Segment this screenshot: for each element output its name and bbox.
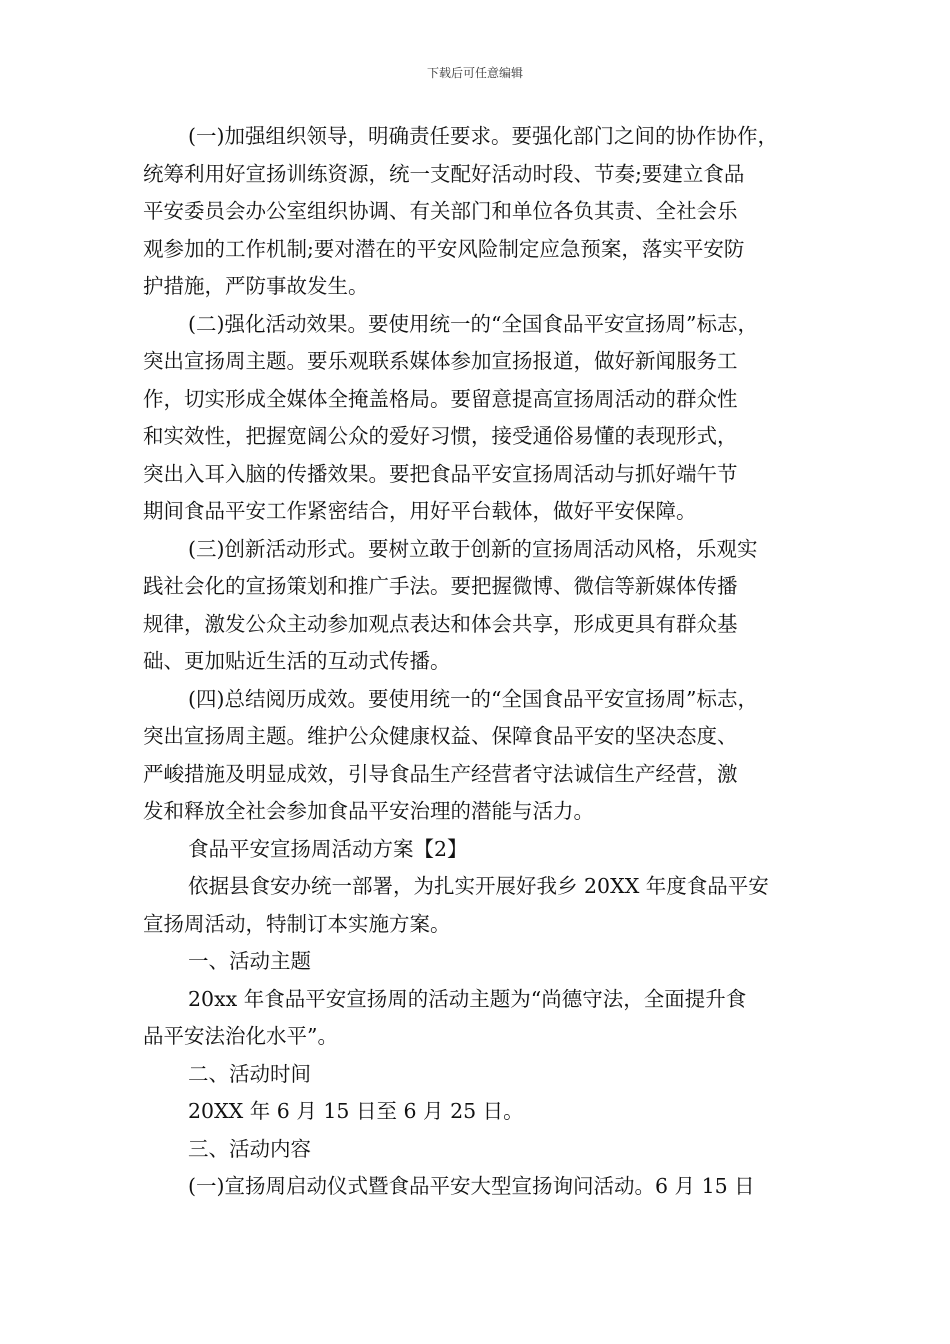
text-line: (三)创新活动形式。要树立敢于创新的宣扬周活动风格，乐观实 [188,536,758,561]
text-line: (一)宣扬周启动仪式暨食品平安大型宣扬询问活动。6 月 15 日 [188,1174,755,1198]
text-line: 二、活动时间 [188,1061,311,1086]
text-line: (一)加强组织领导，明确责任要求。要强化部门之间的协作协作， [188,124,778,148]
text-line: 发和释放全社会参加食品平安治理的潜能与活力。 [143,799,594,823]
text-line: 作，切实形成全媒体全掩盖格局。要留意提高宣扬周活动的群众性 [143,386,738,411]
text-line: 突出宣扬周主题。维护公众健康权益、保障食品平安的坚决态度、 [143,724,738,748]
text-line: 期间食品平安工作紧密结合，用好平台载体，做好平安保障。 [143,499,697,523]
section-title [143,831,815,869]
text-line: 20xx 年食品平安宣扬周的活动主题为“尚德守法，全面提升食 [188,986,747,1011]
text-line: 品平安法治化水平”。 [143,1024,338,1048]
text-line: 依据县食安办统一部署，为扎实开展好我乡 20XX 年度食品平安 [188,874,769,898]
text-line: 突出入耳入脑的传播效果。要把食品平安宣扬周活动与抓好端午节 [143,461,738,486]
text-line: 和实效性，把握宽阔公众的爱好习惯，接受通俗易懂的表现形式， [143,424,738,448]
paragraph-6 [143,981,815,1056]
document-body [143,118,815,1206]
text-line: 观参加的工作机制;要对潜在的平安风险制定应急预案，落实平安防 [143,236,745,261]
text-line: 宣扬周活动，特制订本实施方案。 [143,911,451,936]
paragraph-3 [143,531,815,681]
paragraph-7 [143,1093,815,1131]
paragraph-8 [143,1168,815,1206]
paragraph-5 [143,868,815,943]
text-line: 突出宣扬周主题。要乐观联系媒体参加宣扬报道，做好新闻服务工 [143,349,738,373]
heading-activity-content [143,1131,815,1169]
text-line: 一、活动主题 [188,949,311,973]
text-line: 食品平安宣扬周活动方案【2】 [188,836,468,861]
text-line: (二)强化活动效果。要使用统一的“全国食品平安宣扬周”标志， [188,311,758,336]
text-line: 践社会化的宣扬策划和推广手法。要把握微博、微信等新媒体传播 [143,574,738,598]
text-line: 三、活动内容 [188,1136,311,1161]
paragraph-2 [143,306,815,531]
paragraph-1 [143,118,815,306]
page-header: 下载后可任意编辑 [426,66,523,80]
heading-activity-time [143,1056,815,1094]
text-line: 20XX 年 6 月 15 日至 6 月 25 日。 [188,1099,524,1123]
heading-activity-theme [143,943,815,981]
paragraph-4 [143,681,815,831]
text-line: 统筹利用好宣扬训练资源，统一支配好活动时段、节奏;要建立食品 [143,161,745,186]
text-line: 础、更加贴近生活的互动式传播。 [143,649,451,673]
text-line: 平安委员会办公室组织协调、有关部门和单位各负其责、全社会乐 [143,199,738,223]
text-line: 规律，激发公众主动参加观点表达和体会共享，形成更具有群众基 [143,611,738,636]
text-line: 护措施，严防事故发生。 [143,274,369,298]
text-line: 严峻措施及明显成效，引导食品生产经营者守法诚信生产经营，激 [143,761,738,786]
text-line: (四)总结阅历成效。要使用统一的“全国食品平安宣扬周”标志， [188,686,758,711]
